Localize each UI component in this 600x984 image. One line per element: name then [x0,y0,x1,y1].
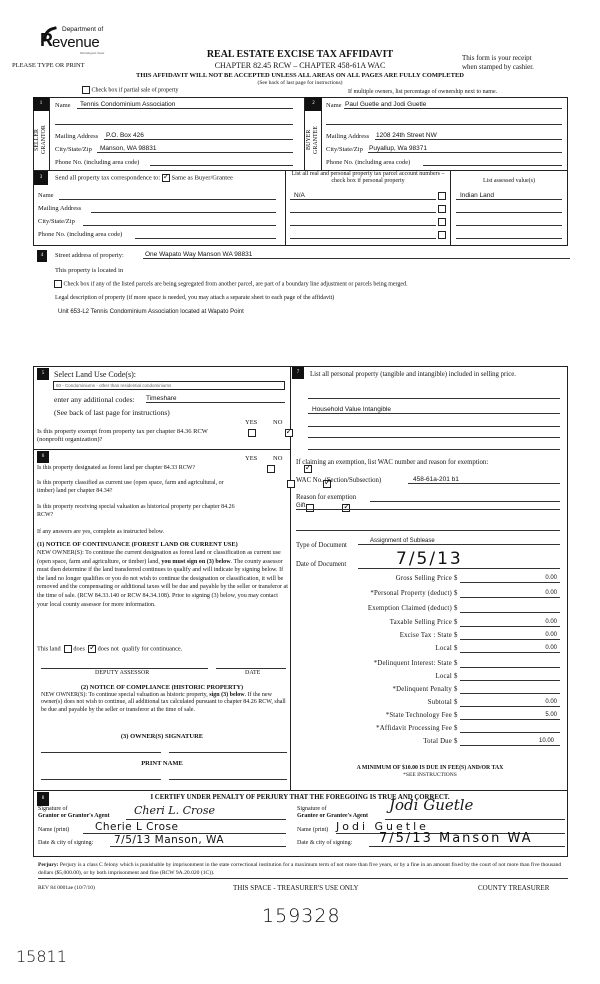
amount-value[interactable] [460,660,560,668]
amount-value[interactable]: 0.00 [460,619,560,627]
land-use-instructions: (See back of last page for instructions) [54,408,170,417]
segregated-checkbox[interactable] [54,280,62,288]
no-header-6: NO [273,455,283,462]
section-2-number: 2 [305,97,322,111]
amount-label: Exemption Claimed (deduct) [367,605,452,612]
form-title: REAL ESTATE EXCISE TAX AFFIDAVIT [206,49,394,60]
assessed-value-field[interactable] [456,231,562,239]
buyer-sidebar [304,97,322,171]
located-in-label: This property is located in [55,267,124,274]
seller-city-row [55,146,293,153]
grantor-name-label: Name (print) [38,827,70,833]
buyer-city-row [326,146,562,153]
segregated-label: Check box if any of the listed parcels are being segregated from another parcel, are part of a boundary line adjustment or parcels being merged. [63,281,408,288]
grantor-date-label: Date & city of signing: [38,840,94,846]
corr-phone-field[interactable] [135,238,276,239]
personal-property-checkbox[interactable] [438,205,446,213]
current-use-question: Is this property classified as current use (open space, farm and agricultural, or timber) land per chapter 84.34? [37,480,224,494]
does-qualify-checkbox[interactable] [64,645,72,653]
forest-land-question: Is this property designated as forest land per chapter 84.33 RCW? [37,465,196,471]
deputy-assessor-label: DEPUTY ASSESSOR [95,670,150,676]
same-as-buyer-label: Same as Buyer/Grantee [171,174,233,182]
deputy-date-line[interactable] [216,668,286,669]
notice-continuance-text: NEW OWNER(S): To continue the current designation as forest land or classification as current use (open space, farm and agriculture, or timber) land, you must sign on (3) below. The county assessor must then determine if the land transferred continues to qualify and will indicate by signing below. If the land no longer qualifies or you do not wish to continue the designation or classification, it will be removed and the compensating or additional taxes will be due and payable by the seller or transferor at the time of sale. (RCW 84.33.140 or RCW 84.34.108). Prior to signing (3) below, you may contact your local county assessor for more information. [37,550,288,608]
legal-description-label: Legal description of property (if more space is needed, you may attach a separate sheet to each page of the affidavit) [55,295,335,301]
amount-value[interactable] [460,686,560,694]
parcel-column-divider [285,170,286,246]
reason-row [296,494,560,501]
print-name-line-2[interactable] [169,779,287,780]
parcel-row [290,218,565,228]
wac-field[interactable]: 458-61a-201 b1 [408,476,560,484]
seller-name-label: Name [55,102,71,109]
corr-mailing-row [38,205,276,212]
grantee-signature: Jodi Guetle [389,796,474,814]
amount-label: *Delinquent Interest: State [373,660,452,667]
amount-label: Taxable Selling Price [389,619,452,626]
forest-land-no-checkbox[interactable] [304,465,312,473]
doc-type-field[interactable]: Assignment of Sublease [358,538,560,545]
parcel-row [290,205,565,215]
does-not-qualify-checkbox[interactable] [88,645,96,653]
personal-property-checkbox[interactable] [438,218,446,226]
buyer-name-line2[interactable] [326,124,562,125]
buyer-city-label: City/State/Zip [326,146,363,153]
section-8-number: 8 [37,792,49,806]
county-treasurer-label: COUNTY TREASURER [478,884,550,892]
personal-property-line[interactable] [308,437,560,438]
seller-sidebar [33,97,50,171]
assessed-value-field[interactable] [456,218,562,226]
grantor-sig-label-2: Grantor or Grantor's Agent [38,813,110,819]
seller-side-label: SELLER GRANTOR [34,125,47,155]
segregated-row[interactable] [54,280,574,288]
notice-continuance-title: (1) NOTICE OF CONTINUANCE (FOREST LAND OR CURRENT USE) [37,541,238,548]
seller-mailing-field[interactable]: P.O. Box 426 [104,132,293,140]
corr-phone-label: Phone No. (including area code) [38,231,123,238]
land-use-select[interactable] [53,381,285,390]
logo-text: evenue [52,34,100,51]
buyer-mailing-label: Mailing Address [326,133,370,140]
section-4-number: 4 [37,250,47,262]
seller-name-row [55,102,293,109]
amount-label: Local [435,645,452,652]
parcel-number-field[interactable] [290,218,436,226]
buyer-mailing-row [326,133,562,140]
corr-phone-row [38,231,276,238]
section-1-number: 1 [33,97,49,111]
doc-date-row [296,549,560,569]
personal-property-line[interactable]: Household Value Intangible [308,406,560,414]
please-type-note: PLEASE TYPE OR PRINT [12,62,85,69]
partial-sale-checkbox[interactable] [82,86,90,94]
form-number: REV 84 0001ae (10/7/10) [38,885,95,891]
amount-label: *Delinquent Penalty [392,686,452,693]
instructions-note: (See back of last page for instructions) [257,80,343,86]
personal-property-line[interactable] [308,426,560,427]
owner-signature-line-1[interactable] [41,752,161,753]
buyer-city-field[interactable]: Puyallup, Wa 98371 [368,145,562,153]
handwritten-number-2: 15811 [16,947,67,966]
seller-phone-label: Phone No. (including area code) [55,159,140,166]
forest-land-yes-checkbox[interactable] [267,465,275,473]
street-address-label: Street address of property: [55,252,124,259]
doc-date-label: Date of Document [296,561,347,568]
additional-codes-row [54,395,286,404]
amount-label: *State Technology Fee [385,712,452,719]
minimum-due-note: A MINIMUM OF $10.00 IS DUE IN FEE(S) AND/OR TAX [356,765,504,771]
grantor-signature: Cheri L. Crose [134,804,216,817]
does-not-label: does not [97,645,119,653]
amount-label: *Affidavit Processing Fee [376,725,452,732]
personal-property-checkbox[interactable] [438,231,446,239]
doc-type-row [296,538,560,549]
grantor-date-field[interactable]: 7/5/13 Manson, WA [110,835,286,847]
print-name-line-1[interactable] [41,779,161,780]
yes-header-5: YES [245,419,258,426]
grantor-sig-label-1: Signature of [38,806,68,812]
form-subtitle: CHAPTER 82.45 RCW – CHAPTER 458-61A WAC [214,61,386,70]
seller-phone-row [55,159,293,166]
parcel-header: List all real and personal property tax parcel account numbers – check box if personal property [291,171,445,184]
amount-label: Gross Selling Price [395,575,452,582]
does-label: does [73,645,85,653]
qualify-label: qualify for continuance. [121,645,183,653]
grantee-date-field[interactable]: 7/5/13 Manson WA [369,833,565,847]
historical-question: Is this property receiving special valuation as historical property per chapter 84.26 RCW? [37,504,235,518]
see-instructions-note: *SEE INSTRUCTIONS [403,772,457,778]
section-6-divider [33,449,291,450]
same-as-buyer-checkbox[interactable] [162,174,170,182]
amount-label: Subtotal [427,699,452,706]
deputy-date-label: DATE [245,670,261,676]
grantor-signature-field[interactable] [126,806,286,820]
print-name-label: PRINT NAME [141,760,183,767]
section-3-number: 3 [34,171,48,185]
amount-label: Excise Tax : State [399,632,452,639]
parcel-number-field[interactable] [290,205,436,213]
section-6-number: 6 [37,451,49,463]
certification-statement: I CERTIFY UNDER PENALTY OF PERJURY THAT THE FOREGOING IS TRUE AND CORRECT. [150,794,450,801]
corr-city-field[interactable] [83,225,276,226]
street-address-field[interactable]: One Wapato Way Manson WA 98831 [143,251,570,259]
additional-codes-field[interactable]: Timeshare [146,395,285,403]
buyer-side-label: BUYER GRANTEE [306,126,319,154]
exempt-question: Is this property exempt from property tax per chapter 84.36 RCW (nonprofit organization)? [37,428,208,443]
grantee-name-label: Name (print) [297,827,329,833]
yes-header-6: YES [245,455,258,462]
receipt-note-2: when stamped by cashier. [462,63,534,71]
wac-row [296,477,560,484]
correspondence-label: Send all property tax correspondence to: [55,174,161,182]
amount-value[interactable]: 0.00 [460,575,560,583]
personal-property-checkbox[interactable] [438,192,446,200]
exempt-no-checkbox[interactable] [285,429,293,437]
personal-property-line[interactable] [308,398,560,399]
assessed-value-field[interactable]: Indian Land [456,192,562,200]
grantee-sig-label-1: Signature of [297,806,327,812]
corr-city-row [38,218,276,225]
grantee-sig-label-2: Grantee or Grantee's Agent [297,813,369,819]
amount-value[interactable]: 0.00 [460,699,560,707]
amount-value[interactable]: 0.00 [460,632,560,640]
parcel-row [290,231,565,241]
seller-city-label: City/State/Zip [55,146,92,153]
buyer-phone-label: Phone No. (including area code) [326,159,411,166]
additional-codes-label: enter any additional codes: [54,395,135,404]
deputy-assessor-sig-line[interactable] [41,668,208,669]
buyer-phone-row [326,159,562,166]
assessed-value-field[interactable] [456,205,562,213]
correspondence-label-row [55,174,233,182]
reason-line-1[interactable] [370,501,560,502]
parcel-number-field[interactable]: N/A [290,192,436,200]
notice-compliance-text: NEW OWNER(S): To continue special valuation as historic property, sign (3) below. If the new owner(s) does not wish to continue, all additional tax calculated pursuant to chapter 84.26 RCW, shall be due and payable by the seller or transferor at the time of sale. [41,692,286,713]
reason-field[interactable]: Gift [296,503,560,510]
amount-value[interactable]: 0.00 [460,590,560,598]
seller-name-line2[interactable] [55,124,293,125]
buyer-name-field[interactable]: Paul Guetle and Jodi Guetle [344,101,562,109]
corr-name-field[interactable] [59,199,276,200]
grantor-name-field[interactable]: Cherie L Crose [83,822,286,834]
corr-mailing-field[interactable] [91,212,276,213]
buyer-mailing-field[interactable]: 1208 24th Street NW [375,132,562,140]
section-7-number: 7 [292,367,304,379]
exemption-label: If claiming an exemption, list WAC number and reason for exemption: [296,459,489,466]
seller-mailing-row [55,133,293,140]
personal-property-label: List all personal property (tangible and intangible) included in selling price. [310,371,516,378]
reason-label: Reason for exemption [296,494,357,501]
wac-label: WAC No. (Section/Subsection) [296,477,382,484]
seller-mailing-label: Mailing Address [55,133,99,140]
agency-logo [40,26,120,56]
notice-compliance-title: (2) NOTICE OF COMPLIANCE (HISTORIC PROPERTY) [80,684,244,691]
owner-signature-title: (3) OWNER(S) SIGNATURE [120,733,204,740]
no-header-5: NO [273,419,283,426]
exempt-yes-checkbox[interactable] [248,429,256,437]
agency-state: Washington State [80,51,105,55]
corr-name-row [38,192,276,199]
grantee-name-field[interactable]: Jodi Guetle [336,822,565,834]
buyer-phone-field[interactable] [423,158,562,166]
handwritten-number-1: 159328 [262,905,341,927]
buyer-name-row [326,102,562,109]
doc-date-field[interactable]: 7/5/13 [358,551,560,569]
owner-signature-line-2[interactable] [169,752,287,753]
seller-city-field[interactable]: Manson, WA 98831 [97,145,293,153]
if-yes-note: If any answers are yes, complete as instructed below. [37,529,165,535]
continuance-row [37,645,182,653]
grantee-signature-field[interactable] [385,796,565,820]
amount-label: *Personal Property (deduct) [370,590,452,597]
current-use-yes-checkbox[interactable] [287,480,295,488]
amount-value[interactable]: 10.00 [460,738,560,746]
parcel-number-field[interactable] [290,231,436,239]
doc-type-label: Type of Document [296,542,347,549]
multiple-owners-note: If multiple owners, list percentage of ownership next to name. [348,89,498,95]
amount-value[interactable] [460,673,560,681]
corr-name-label: Name [38,192,54,199]
amount-label: Total Due [423,738,452,745]
personal-property-line[interactable] [308,449,560,450]
amount-value[interactable]: 5.00 [460,712,560,720]
warning-text: THIS AFFIDAVIT WILL NOT BE ACCEPTED UNLESS ALL AREAS ON ALL PAGES ARE FULLY COMPLETED [136,72,464,79]
parcel-row [290,192,565,202]
land-use-selected-value: 50 - Condominiums - other than residential condominiums [56,383,172,388]
amount-value[interactable]: 0.00 [460,645,560,653]
seller-name-field[interactable]: Tennis Condominium Association [77,101,293,109]
corr-city-label: City/State/Zip [38,218,75,225]
section-5-number: 5 [37,368,49,380]
treasurer-space-label: THIS SPACE - TREASURER'S USE ONLY [233,884,359,892]
logo-letter-r: R [40,30,53,50]
street-address-row [55,252,570,259]
corr-mailing-label: Mailing Address [38,205,82,212]
amount-value[interactable] [460,605,560,613]
seller-phone-field[interactable] [150,158,293,166]
partial-sale-checkbox-row[interactable] [82,86,178,94]
legal-description-field[interactable]: Unit 653-L2 Tennis Condominium Association located at Wapato Point [58,309,244,315]
amount-value[interactable] [460,725,560,733]
assessed-header: List assessed value(s) [483,178,535,184]
grantee-date-label: Date & city of signing: [297,840,353,846]
perjury-notice: Perjury: Perjury is a class C felony which is punishable by imprisonment in the state correctional institution for a maximum term of not more than five years, or by a fine in an amount fixed by the court of not more than five thousand dollars ($5,000.00), or by both imprisonment and fine (RCW 9A.20.020 (1C)). [38,862,568,879]
amount-label: Local [435,673,452,680]
this-land-label: This land [37,645,61,653]
partial-sale-label: Check box if partial sale of property [91,87,179,94]
land-use-label: Select Land Use Code(s): [54,370,136,379]
receipt-note-1: This form is your receipt [462,54,532,62]
agency-line1: Department of [62,26,104,33]
buyer-name-label: Name [326,102,342,109]
reason-line-3[interactable] [296,530,560,531]
